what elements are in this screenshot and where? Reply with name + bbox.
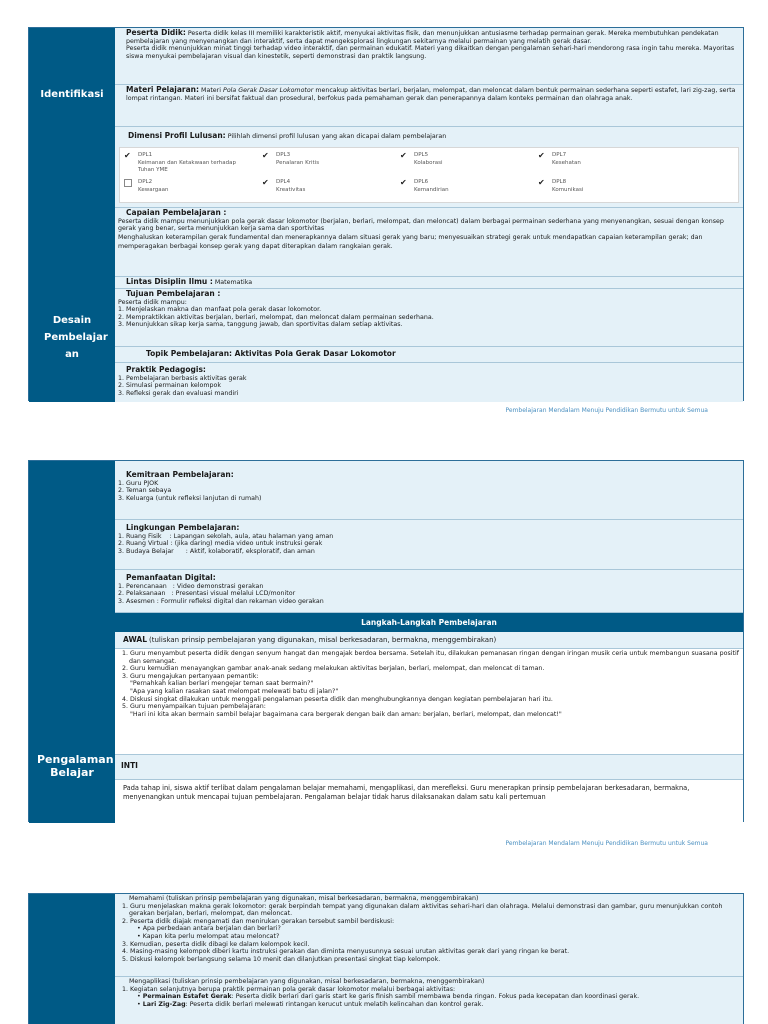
- lingkungan-item: 3. Budaya Belajar : Aktif, kolaboratif, eksploratif, dan aman: [118, 547, 315, 555]
- dimensi-desc: Kreativitas: [276, 187, 306, 193]
- section-lingkungan: [115, 520, 743, 570]
- content-3: [115, 894, 743, 1024]
- inti-title: INTI: [121, 761, 138, 770]
- dimensi-code: DPL2: [138, 179, 153, 185]
- dimensi-option-dpl4[interactable]: [262, 178, 402, 202]
- memahami-item: • Apa perbedaan antara berjalan dan berlari?: [137, 925, 281, 933]
- dimensi-desc: Komunikasi: [552, 187, 584, 193]
- awal-note: (tuliskan prinsip pembelajaran yang digunakan, misal berkesadaran, bermakna, menggembirakan): [149, 636, 497, 644]
- dimensi-desc: Keimanan dan Ketakwaan terhadap Tuhan YME: [138, 160, 236, 173]
- estafet-item: • Permainan Estafet Gerak: Peserta didik berlari dari garis start ke garis finish sambil membawa benda ringan. Fokus pada kecepatan dan koordinasi gerak.: [137, 993, 640, 1001]
- section-kemitraan: [115, 461, 743, 520]
- section-topik: [115, 347, 743, 363]
- page-3: [28, 893, 744, 1024]
- kemitraan-title: Kemitraan Pembelajaran:: [126, 470, 234, 479]
- dimensi-title: Dimensi Profil Lulusan:: [128, 131, 226, 140]
- lintas-value: Matematika: [214, 279, 253, 286]
- section-inti-title: [115, 755, 743, 780]
- memahami-item: • Kapan kita perlu melompat atau meloncat?: [137, 932, 280, 940]
- check-icon[interactable]: ✔: [124, 151, 131, 160]
- digital-title: Pemanfaatan Digital:: [126, 573, 216, 582]
- section-memahami: [115, 894, 743, 977]
- awal-item: "Hari ini kita akan bermain sambil belajar bagaimana cara bergerak dengan baik dan aman: berjalan, berlari, melompat, dan meloncat!": [130, 710, 562, 718]
- check-icon[interactable]: ✔: [538, 151, 545, 160]
- footer-1: Pembelajaran Mendalam Menuju Pendidikan Bermutu untuk Semua: [505, 407, 708, 414]
- awal-item: "Pernahkah kalian berlari mengejar teman saat bermain?": [130, 680, 314, 688]
- dimensi-option-dpl2[interactable]: [124, 178, 264, 202]
- checkbox-empty[interactable]: [124, 179, 132, 187]
- dimensi-desc: Penalaran Kritis: [276, 160, 320, 166]
- tujuan-item: 3. Menunjukkan sikap kerja sama, tanggung jawab, dan sportivitas dalam setiap aktivitas.: [118, 321, 403, 329]
- lintas-title: Lintas Disiplin Ilmu :: [126, 277, 213, 286]
- section-praktik: [115, 363, 743, 402]
- label-pengalaman-cont: [29, 894, 115, 1024]
- check-icon[interactable]: ✔: [262, 151, 269, 160]
- tujuan-title: Tujuan Pembelajaran :: [126, 289, 221, 298]
- memahami-item: 2. Peserta didik diajak mengamati dan menirukan gerakan tersebut sambil berdiskusi:: [122, 917, 395, 925]
- dimensi-code: DPL1: [138, 152, 153, 158]
- dimensi-desc: Kesehatan: [552, 160, 581, 166]
- memahami-item: 3. Kemudian, peserta didik dibagi ke dalam kelompok kecil.: [122, 940, 310, 948]
- dimensi-options: [119, 147, 739, 203]
- capaian-title: Capaian Pembelajaran :: [126, 208, 227, 217]
- section-capaian: [115, 208, 743, 277]
- section-materi: [115, 85, 743, 127]
- dimensi-option-dpl3[interactable]: [262, 151, 402, 175]
- materi-text: mencakup aktivitas berlari, berjalan, melompat, dan meloncat dalam bentuk permainan sederhana seperti estafet, lari zig-zag, serta lompat rintangan. Materi ini bersifat faktual dan prosedural, berfokus pada pemahaman gerak dan penerapannya dalam konteks permainan dan olahraga anak.: [126, 87, 736, 102]
- peserta-didik-p1: Peserta didik kelas III memiliki karakteristik aktif, menyukai aktivitas fisik, dan menunjukkan antusiasme terhadap permainan gerak. Mereka membutuhkan pendekatan pembelajaran yang menyenangkan dan interaktif, serta dapat mengeksplorasi lingkungan sekitarnya melalui permainan yang melatih gerak dasar.: [126, 30, 719, 45]
- dimensi-code: DPL7: [552, 152, 567, 158]
- lingkungan-item: 1. Ruang Fisik : Lapangan sekolah, aula, atau halaman yang aman: [118, 532, 334, 540]
- memahami-item: 5. Diskusi kelompok berlangsung selama 10 menit dan dilanjutkan presentasi singkat tiap kelompok.: [122, 955, 441, 963]
- content-2: [115, 461, 743, 823]
- peserta-didik-p2: Peserta didik menunjukkan minat tinggi terhadap video interaktif, dan permainan edukatif. Materi yang dikaitkan dengan pengalaman sehari-hari mendorong rasa ingin tahu mereka. Mayoritas siswa menyukai pembelajaran visual dan kinestetik, seperti demonstrasi dan praktik langsung.: [126, 45, 735, 60]
- memahami-title: Memahami (tuliskan prinsip pembelajaran yang digunakan, misal berkesadaran, bermakna, menggembirakan): [129, 895, 479, 902]
- dimensi-desc: Kemandirian: [414, 187, 449, 193]
- dimensi-option-dpl5[interactable]: [400, 151, 540, 175]
- dimensi-option-dpl8[interactable]: [538, 178, 678, 202]
- lingkungan-item: 2. Ruang Virtual : (jika daring) media video untuk instruksi gerak: [118, 540, 323, 548]
- digital-item: 3. Asesmen : Formulir refleksi digital dan rekaman video gerakan: [118, 597, 324, 605]
- kemitraan-item: 1. Guru PJOK: [118, 479, 159, 487]
- lingkungan-title: Lingkungan Pembelajaran:: [126, 523, 240, 532]
- dimensi-code: DPL6: [414, 179, 429, 185]
- dimensi-text: Pilihlah dimensi profil lulusan yang akan dicapai dalam pembelajaran: [227, 133, 447, 140]
- tujuan-intro: Peserta didik mampu:: [118, 298, 187, 306]
- check-icon[interactable]: ✔: [538, 178, 545, 187]
- capaian-p2: Menghaluskan keterampilan gerak fundamental dan menerapkannya dalam situasi gerak yang baru; menyesuaikan strategi gerak untuk mendapatkan capaian keterampilan gerak; dan memperagakan berbagai konsep gerak yang dapat diterapkan dalam rangkaian gerak.: [118, 233, 703, 250]
- digital-item: 2. Pelaksanaan : Presentasi visual melalui LCD/monitor: [118, 590, 296, 598]
- mengaplikasi-title: Mengaplikasi (tuliskan prinsip pembelajaran yang digunakan, misal berkesadaran, bermakna, menggembirakan): [129, 978, 485, 985]
- awal-item: 2. Guru kemudian menayangkan gambar anak-anak sedang melakukan aktivitas berjalan, berlari, melompat, dan meloncat di taman.: [122, 665, 545, 673]
- topik: Topik Pembelajaran: Aktivitas Pola Gerak Dasar Lokomotor: [146, 349, 396, 358]
- awal-item: 5. Guru menyampaikan tujuan pembelajaran:: [122, 703, 266, 711]
- tujuan-item: 2. Mempraktikkan aktivitas berjalan, berlari, melompat, dan meloncat dalam permainan sederhana.: [118, 313, 434, 321]
- section-awal-title: [115, 632, 743, 649]
- praktik-item: 3. Refleksi gerak dan evaluasi mandiri: [118, 389, 239, 397]
- mengaplikasi-intro: 1. Kegiatan selanjutnya berupa praktik permainan pola gerak dasar lokomotor melalui berbagai aktivitas:: [122, 985, 456, 993]
- tujuan-item: 1. Menjelaskan makna dan manfaat pola gerak dasar lokomotor.: [118, 306, 322, 314]
- awal-item: 4. Diskusi singkat dilakukan untuk menggali pengalaman peserta didik dan menghubungkannya dengan kegiatan pembelajaran hari itu.: [122, 695, 553, 703]
- zigzag-item: • Lari Zig-Zag: Peserta didik berlari melewati rintangan kerucut untuk melatih kelincahan dan kontrol gerak.: [137, 1000, 484, 1008]
- materi-italic: Pola Gerak Dasar Lokomotor: [223, 87, 314, 94]
- praktik-title: Praktik Pedagogis:: [126, 365, 206, 374]
- label-pengalaman: Pengalaman Belajar: [29, 613, 115, 823]
- praktik-item: 2. Simulasi permainan kelompok: [118, 382, 221, 390]
- kemitraan-item: 2. Teman sebaya: [118, 487, 172, 495]
- section-awal: [115, 649, 743, 755]
- section-lintas: [115, 277, 743, 289]
- section-digital: [115, 570, 743, 613]
- praktik-item: 1. Pembelajaran berbasis aktivitas gerak: [118, 374, 247, 382]
- dimensi-option-dpl1[interactable]: [124, 151, 264, 175]
- digital-item: 1. Perencanaan : Video demonstrasi gerakan: [118, 582, 264, 590]
- dimensi-option-dpl6[interactable]: [400, 178, 540, 202]
- label-desain: Desain Pembelajar an: [29, 208, 115, 402]
- check-icon[interactable]: ✔: [262, 178, 269, 187]
- peserta-didik-title: Peserta Didik:: [126, 28, 186, 37]
- page-2: [28, 460, 744, 822]
- page-1: [28, 27, 744, 401]
- awal-item: 3. Guru mengajukan pertanyaan pemantik:: [122, 672, 259, 680]
- dimensi-code: DPL3: [276, 152, 291, 158]
- materi-pre: Materi: [201, 87, 224, 94]
- inti-text: Pada tahap ini, siswa aktif terlibat dalam pengalaman belajar memahami, mengaplikasi, dan merefleksi. Guru menerapkan prinsip pembelajaran berkesadaran, bermakna, menyenangkan untuk mencapai tujuan pembelajaran. Pengalaman belajar tidak harus dilaksanakan dalam satu kali pertemuan: [123, 784, 690, 801]
- section-tujuan: [115, 289, 743, 347]
- dimensi-option-dpl7[interactable]: [538, 151, 678, 175]
- label-desain-cont: [29, 461, 115, 613]
- awal-item: 1. Guru menyambut peserta didik dengan senyum hangat dan mengajak berdoa bersama. Setelah itu, dilakukan pemanasan ringan dengan iringan musik ceria untuk membangun suasana positif dan semangat.: [122, 650, 739, 665]
- content-1: [115, 28, 743, 402]
- section-dimensi: [115, 127, 743, 208]
- awal-title: AWAL: [123, 635, 147, 644]
- dimensi-code: DPL5: [414, 152, 429, 158]
- awal-item: "Apa yang kalian rasakan saat melompat melewati batu di jalan?": [130, 687, 339, 695]
- footer-2: Pembelajaran Mendalam Menuju Pendidikan Bermutu untuk Semua: [505, 840, 708, 847]
- memahami-item: 4. Masing-masing kelompok diberi kartu instruksi gerakan dan diminta menyusunnya sesuai urutan aktivitas gerak dari yang ringan ke berat.: [122, 948, 570, 956]
- check-icon[interactable]: ✔: [400, 178, 407, 187]
- memahami-item: 1. Guru menjelaskan makna gerak lokomotor: gerak berpindah tempat yang digunakan dalam aktivitas sehari-hari dan olahraga. Melalui demonstrasi dan gambar, guru menunjukkan contoh gerakan berjalan, berlari, melompat, dan meloncat.: [122, 902, 723, 918]
- langkah-header: Langkah-Langkah Pembelajaran: [115, 613, 743, 632]
- materi-title: Materi Pelajaran:: [126, 85, 200, 94]
- capaian-p1: Peserta didik mampu menunjukkan pola gerak dasar lokomotor (berjalan, berlari, melompat, dan meloncat) dalam berbagai permainan sederhana yang menyenangkan, sesuai dengan konsep gerak yang benar, serta menunjukkan kerja sama dan sportivitas: [118, 217, 724, 233]
- dimensi-code: DPL8: [552, 179, 567, 185]
- label-identifikasi: Identifikasi: [29, 28, 115, 208]
- dimensi-code: DPL4: [276, 179, 291, 185]
- dimensi-desc: Kewargaan: [138, 187, 169, 193]
- section-inti: [115, 780, 743, 823]
- check-icon[interactable]: ✔: [400, 151, 407, 160]
- section-mengaplikasi: [115, 977, 743, 1024]
- section-peserta-didik: [115, 28, 743, 85]
- dimensi-desc: Kolaborasi: [414, 160, 443, 166]
- kemitraan-item: 3. Keluarga (untuk refleksi lanjutan di rumah): [118, 494, 262, 502]
